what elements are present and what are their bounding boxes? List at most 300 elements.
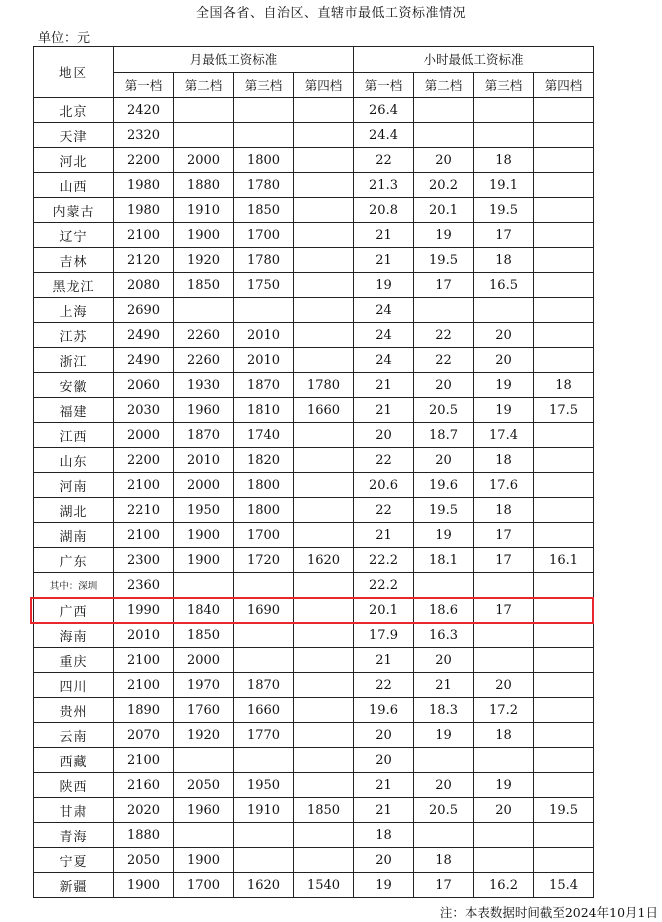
monthly-wage-cell: 1850 [174,623,234,648]
monthly-wage-cell [294,248,354,273]
hourly-wage-cell [474,748,534,773]
region-cell: 海南 [34,623,114,648]
monthly-wage-cell: 2080 [114,273,174,298]
monthly-wage-cell [294,573,354,598]
table-row [34,648,594,673]
hourly-wage-cell: 20 [414,648,474,673]
hourly-wage-cell: 20.2 [414,173,474,198]
table-row [34,723,594,748]
monthly-wage-cell: 1800 [234,473,294,498]
monthly-wage-cell: 1780 [294,373,354,398]
monthly-wage-cell: 2200 [114,448,174,473]
monthly-wage-cell: 2490 [114,348,174,373]
hourly-wage-cell: 21 [354,398,414,423]
monthly-wage-cell [174,823,234,848]
region-cell: 辽宁 [34,223,114,248]
monthly-wage-cell [174,748,234,773]
hourly-wage-cell: 18.1 [414,548,474,573]
region-cell: 湖北 [34,498,114,523]
table-row [34,348,594,373]
monthly-wage-cell [294,823,354,848]
monthly-wage-cell [234,848,294,873]
monthly-wage-cell: 2100 [114,673,174,698]
hourly-wage-cell [414,748,474,773]
table-row [34,548,594,573]
hourly-wage-cell: 20.8 [354,198,414,223]
region-cell: 福建 [34,398,114,423]
monthly-wage-cell: 1850 [234,198,294,223]
hourly-wage-cell [534,773,594,798]
monthly-wage-cell [294,523,354,548]
table-row [34,623,594,648]
monthly-wage-cell [294,723,354,748]
monthly-wage-cell: 1910 [174,198,234,223]
monthly-wage-cell [234,648,294,673]
region-cell: 湖南 [34,523,114,548]
region-cell: 内蒙古 [34,198,114,223]
hourly-wage-cell [534,148,594,173]
monthly-wage-cell: 1620 [294,548,354,573]
hourly-wage-cell: 20 [414,448,474,473]
hourly-wage-cell [534,848,594,873]
region-cell: 新疆 [34,873,114,898]
monthly-wage-cell: 2030 [114,398,174,423]
table-row [34,598,594,623]
hourly-wage-cell [414,98,474,123]
table-row [34,298,594,323]
region-cell: 河北 [34,148,114,173]
monthly-wage-cell [294,448,354,473]
region-cell: 河南 [34,473,114,498]
hourly-wage-cell: 19 [474,773,534,798]
monthly-wage-cell [294,298,354,323]
hourly-wage-cell [534,523,594,548]
monthly-wage-cell: 2100 [114,648,174,673]
hourly-wage-cell: 20 [414,773,474,798]
hourly-wage-cell: 22 [354,448,414,473]
monthly-wage-cell [294,423,354,448]
monthly-wage-cell: 1880 [114,823,174,848]
hourly-wage-cell: 18.3 [414,698,474,723]
hourly-wage-cell [414,823,474,848]
hourly-wage-cell: 22 [414,348,474,373]
table-row [34,823,594,848]
hourly-wage-cell [534,823,594,848]
monthly-wage-cell [294,848,354,873]
hourly-wage-cell: 16.1 [534,548,594,573]
monthly-wage-cell [294,698,354,723]
monthly-wage-cell [294,98,354,123]
table-row [34,798,594,823]
monthly-wage-cell: 1700 [174,873,234,898]
table-row [34,523,594,548]
hourly-wage-cell: 21 [354,773,414,798]
hourly-wage-cell: 21 [354,798,414,823]
monthly-wage-cell: 2210 [114,498,174,523]
hourly-wage-cell: 21 [354,223,414,248]
hourly-wage-cell: 20 [474,798,534,823]
region-cell: 广东 [34,548,114,573]
monthly-wage-cell: 1880 [174,173,234,198]
hourly-wage-cell: 24 [354,323,414,348]
hourly-wage-cell: 17.6 [474,473,534,498]
monthly-wage-cell: 2100 [114,473,174,498]
header-hourly-tier: 第一档 [354,72,414,98]
hourly-wage-cell: 17 [474,598,534,623]
hourly-wage-cell [534,198,594,223]
hourly-wage-cell: 19 [414,723,474,748]
hourly-wage-cell: 17 [474,523,534,548]
hourly-wage-cell [534,173,594,198]
hourly-wage-cell [414,298,474,323]
hourly-wage-cell: 20 [354,423,414,448]
monthly-wage-cell: 1910 [234,798,294,823]
monthly-wage-cell [174,573,234,598]
table-row [34,773,594,798]
monthly-wage-cell: 2070 [114,723,174,748]
hourly-wage-cell [534,423,594,448]
hourly-wage-cell: 19 [414,223,474,248]
monthly-wage-cell: 2010 [234,323,294,348]
monthly-wage-cell: 1950 [174,498,234,523]
hourly-wage-cell: 22.2 [354,573,414,598]
hourly-wage-cell [534,323,594,348]
region-cell: 安徽 [34,373,114,398]
hourly-wage-cell [534,748,594,773]
monthly-wage-cell [294,273,354,298]
region-cell: 陕西 [34,773,114,798]
monthly-wage-cell: 2300 [114,548,174,573]
monthly-wage-cell: 2490 [114,323,174,348]
monthly-wage-cell [294,773,354,798]
hourly-wage-cell: 22 [354,673,414,698]
hourly-wage-cell: 15.4 [534,873,594,898]
region-cell: 吉林 [34,248,114,273]
monthly-wage-cell: 2060 [114,373,174,398]
hourly-wage-cell: 17.2 [474,698,534,723]
monthly-wage-cell: 2320 [114,123,174,148]
table-row [34,248,594,273]
table-title: 全国各省、自治区、直辖市最低工资标准情况 [195,6,466,21]
unit-label: 单位：元 [38,31,91,46]
monthly-wage-cell [234,623,294,648]
monthly-wage-cell [174,123,234,148]
hourly-wage-cell: 19.5 [474,198,534,223]
hourly-wage-cell: 20.5 [414,798,474,823]
hourly-wage-cell [534,723,594,748]
table-row [34,423,594,448]
monthly-wage-cell: 1780 [234,248,294,273]
region-cell: 贵州 [34,698,114,723]
monthly-wage-cell: 1960 [174,798,234,823]
hourly-wage-cell: 21 [354,523,414,548]
region-cell: 四川 [34,673,114,698]
hourly-wage-cell [534,448,594,473]
hourly-wage-cell [534,648,594,673]
monthly-wage-cell: 2360 [114,573,174,598]
monthly-wage-cell [294,598,354,623]
header-monthly: 月最低工资标准 [114,47,354,73]
hourly-wage-cell: 20 [474,323,534,348]
header-monthly-tier: 第三档 [234,72,294,98]
monthly-wage-cell: 1540 [294,873,354,898]
monthly-wage-cell: 1720 [234,548,294,573]
hourly-wage-cell [534,498,594,523]
monthly-wage-cell [234,573,294,598]
monthly-wage-cell: 1890 [114,698,174,723]
hourly-wage-cell: 24.4 [354,123,414,148]
hourly-wage-cell: 18 [474,448,534,473]
hourly-wage-cell [474,648,534,673]
table-row [34,223,594,248]
hourly-wage-cell [474,298,534,323]
hourly-wage-cell: 17.9 [354,623,414,648]
region-cell: 北京 [34,98,114,123]
hourly-wage-cell: 21 [354,248,414,273]
hourly-wage-cell [534,473,594,498]
monthly-wage-cell: 1900 [174,848,234,873]
hourly-wage-cell: 16.3 [414,623,474,648]
monthly-wage-cell: 2120 [114,248,174,273]
hourly-wage-cell [474,123,534,148]
hourly-wage-cell: 19.5 [414,248,474,273]
hourly-wage-cell: 19 [354,273,414,298]
hourly-wage-cell: 19.6 [354,698,414,723]
hourly-wage-cell: 17.4 [474,423,534,448]
header-hourly: 小时最低工资标准 [354,47,594,73]
monthly-wage-cell: 1970 [174,673,234,698]
hourly-wage-cell: 22.2 [354,548,414,573]
monthly-wage-cell: 2100 [114,523,174,548]
table-body [34,98,594,898]
monthly-wage-cell: 2010 [114,623,174,648]
monthly-wage-cell: 2260 [174,323,234,348]
region-cell: 江苏 [34,323,114,348]
monthly-wage-cell: 1740 [234,423,294,448]
hourly-wage-cell: 19.1 [474,173,534,198]
hourly-wage-cell [534,348,594,373]
monthly-wage-cell: 1750 [234,273,294,298]
monthly-wage-cell: 1980 [114,198,174,223]
hourly-wage-cell: 22 [354,148,414,173]
region-cell: 宁夏 [34,848,114,873]
monthly-wage-cell: 1990 [114,598,174,623]
monthly-wage-cell: 1620 [234,873,294,898]
table-row [34,848,594,873]
hourly-wage-cell: 20.1 [414,198,474,223]
monthly-wage-cell: 1920 [174,248,234,273]
header-row-group [34,47,594,73]
region-cell: 山东 [34,448,114,473]
monthly-wage-cell: 1690 [234,598,294,623]
monthly-wage-cell [294,498,354,523]
hourly-wage-cell: 18.6 [414,598,474,623]
hourly-wage-cell: 21 [354,373,414,398]
minimum-wage-table [33,46,594,898]
hourly-wage-cell [474,848,534,873]
monthly-wage-cell: 1800 [234,498,294,523]
hourly-wage-cell: 20.6 [354,473,414,498]
footnote: 注：本表数据时间截至2024年10月1日 [439,905,658,920]
monthly-wage-cell: 1660 [294,398,354,423]
hourly-wage-cell: 21 [414,673,474,698]
monthly-wage-cell: 1920 [174,723,234,748]
hourly-wage-cell: 19 [474,373,534,398]
header-monthly-tier: 第一档 [114,72,174,98]
hourly-wage-cell: 18 [354,823,414,848]
hourly-wage-cell: 24 [354,348,414,373]
header-hourly-tier: 第三档 [474,72,534,98]
monthly-wage-cell: 2160 [114,773,174,798]
hourly-wage-cell: 21.3 [354,173,414,198]
header-monthly-tier: 第四档 [294,72,354,98]
monthly-wage-cell: 1870 [234,673,294,698]
monthly-wage-cell: 1840 [174,598,234,623]
table-row [34,173,594,198]
monthly-wage-cell: 2010 [174,448,234,473]
monthly-wage-cell: 1980 [114,173,174,198]
monthly-wage-cell: 2100 [114,223,174,248]
hourly-wage-cell: 20 [474,348,534,373]
table-row [34,573,594,598]
monthly-wage-cell: 1850 [294,798,354,823]
monthly-wage-cell: 2020 [114,798,174,823]
region-cell: 黑龙江 [34,273,114,298]
hourly-wage-cell: 20 [354,848,414,873]
monthly-wage-cell [294,198,354,223]
hourly-wage-cell [474,98,534,123]
hourly-wage-cell: 17 [414,273,474,298]
hourly-wage-cell [534,223,594,248]
region-cell: 广西 [34,598,114,623]
monthly-wage-cell [294,148,354,173]
hourly-wage-cell: 18 [474,723,534,748]
monthly-wage-cell: 1900 [174,223,234,248]
monthly-wage-cell: 2050 [114,848,174,873]
monthly-wage-cell: 1800 [234,148,294,173]
table-row [34,148,594,173]
monthly-wage-cell: 1900 [174,523,234,548]
hourly-wage-cell: 18.7 [414,423,474,448]
monthly-wage-cell [294,223,354,248]
monthly-wage-cell: 1850 [174,273,234,298]
hourly-wage-cell: 22 [354,498,414,523]
monthly-wage-cell [234,823,294,848]
hourly-wage-cell: 19.5 [534,798,594,823]
region-cell: 西藏 [34,748,114,773]
monthly-wage-cell: 2100 [114,748,174,773]
table-row [34,448,594,473]
hourly-wage-cell [474,573,534,598]
hourly-wage-cell [534,623,594,648]
monthly-wage-cell [294,748,354,773]
hourly-wage-cell: 20 [414,148,474,173]
monthly-wage-cell [294,673,354,698]
region-cell: 云南 [34,723,114,748]
hourly-wage-cell: 18 [534,373,594,398]
monthly-wage-cell [294,623,354,648]
hourly-wage-cell [534,673,594,698]
monthly-wage-cell: 2200 [114,148,174,173]
monthly-wage-cell: 1770 [234,723,294,748]
hourly-wage-cell: 19 [474,398,534,423]
table-row [34,673,594,698]
monthly-wage-cell [234,98,294,123]
region-cell: 上海 [34,298,114,323]
hourly-wage-cell: 16.2 [474,873,534,898]
monthly-wage-cell: 1870 [234,373,294,398]
monthly-wage-cell: 1950 [234,773,294,798]
header-monthly-tier: 第二档 [174,72,234,98]
monthly-wage-cell: 1870 [174,423,234,448]
hourly-wage-cell [474,623,534,648]
monthly-wage-cell [294,123,354,148]
region-cell: 江西 [34,423,114,448]
hourly-wage-cell [474,823,534,848]
region-cell: 青海 [34,823,114,848]
monthly-wage-cell [174,298,234,323]
region-cell: 浙江 [34,348,114,373]
hourly-wage-cell: 17 [474,223,534,248]
hourly-wage-cell [534,298,594,323]
hourly-wage-cell: 19.6 [414,473,474,498]
monthly-wage-cell: 1900 [174,548,234,573]
table-row [34,123,594,148]
hourly-wage-cell: 20.5 [414,398,474,423]
hourly-wage-cell [534,273,594,298]
monthly-wage-cell: 1700 [234,223,294,248]
table-row [34,273,594,298]
monthly-wage-cell [234,748,294,773]
hourly-wage-cell [414,123,474,148]
region-cell: 重庆 [34,648,114,673]
monthly-wage-cell: 1700 [234,523,294,548]
monthly-wage-cell [294,348,354,373]
hourly-wage-cell: 26.4 [354,98,414,123]
monthly-wage-cell [234,298,294,323]
hourly-wage-cell [414,573,474,598]
monthly-wage-cell: 1810 [234,398,294,423]
monthly-wage-cell: 1960 [174,398,234,423]
hourly-wage-cell: 24 [354,298,414,323]
table-row [34,198,594,223]
table-row [34,323,594,348]
header-hourly-tier: 第二档 [414,72,474,98]
monthly-wage-cell [294,173,354,198]
region-cell: 其中：深圳 [34,573,114,598]
monthly-wage-cell [294,648,354,673]
monthly-wage-cell: 2420 [114,98,174,123]
hourly-wage-cell: 18 [474,148,534,173]
table-row [34,873,594,898]
hourly-wage-cell [534,248,594,273]
hourly-wage-cell: 19.5 [414,498,474,523]
table-row [34,498,594,523]
hourly-wage-cell: 22 [414,323,474,348]
table-row [34,473,594,498]
hourly-wage-cell [534,573,594,598]
region-cell: 甘肃 [34,798,114,823]
monthly-wage-cell: 1780 [234,173,294,198]
monthly-wage-cell: 2260 [174,348,234,373]
hourly-wage-cell: 21 [354,648,414,673]
region-cell: 山西 [34,173,114,198]
hourly-wage-cell: 18 [474,248,534,273]
monthly-wage-cell: 2000 [174,473,234,498]
monthly-wage-cell: 2690 [114,298,174,323]
table-row [34,98,594,123]
monthly-wage-cell: 1820 [234,448,294,473]
